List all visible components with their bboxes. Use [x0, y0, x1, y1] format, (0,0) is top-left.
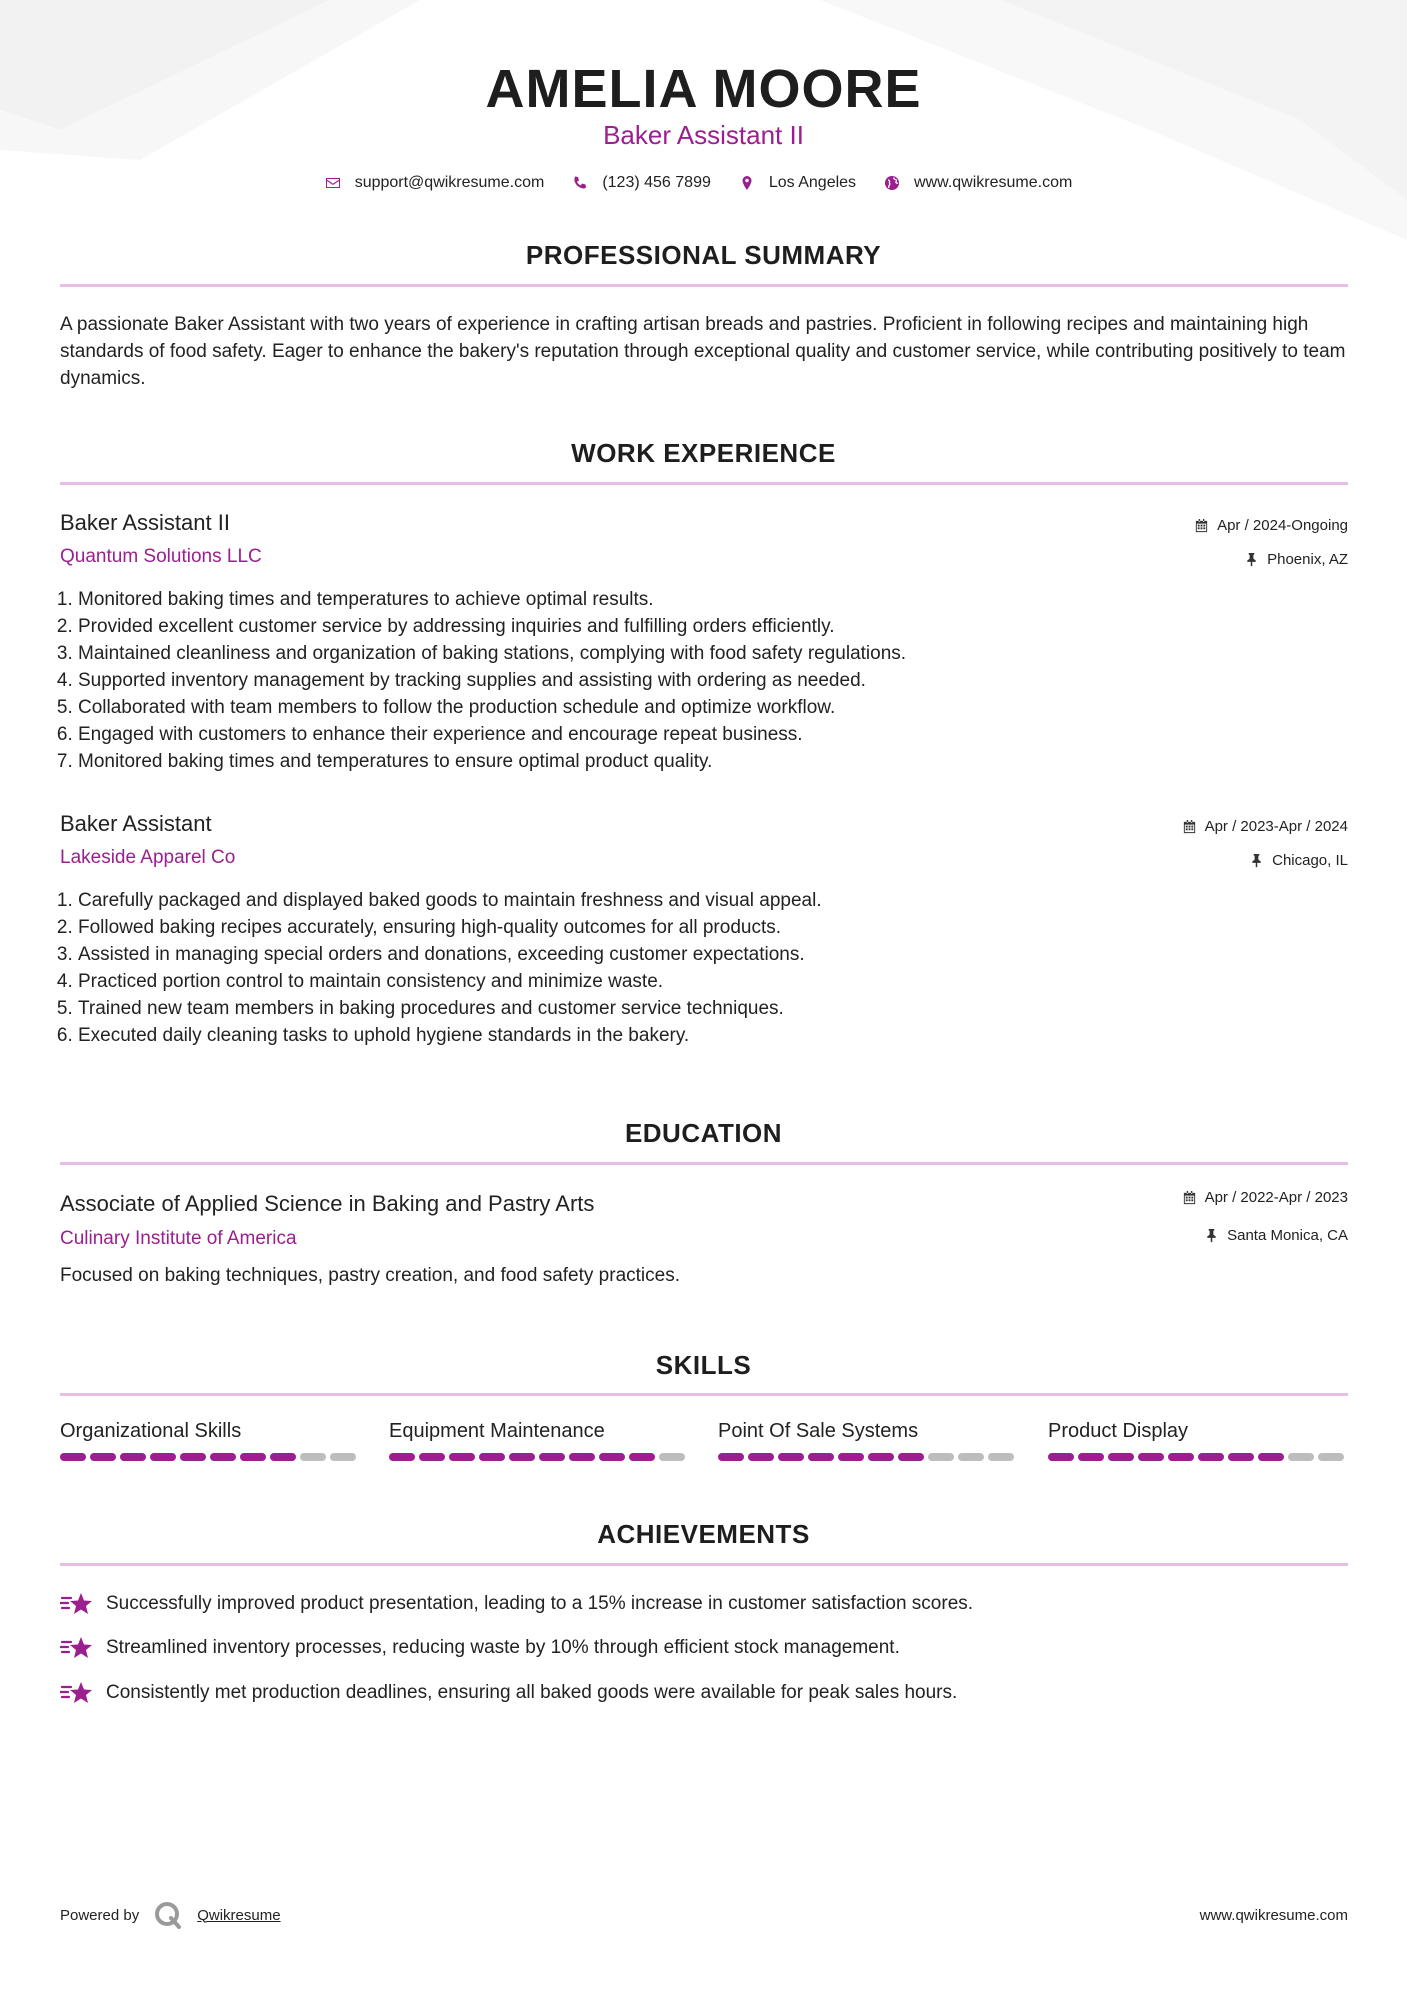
- skill-level-segment: [1108, 1453, 1134, 1461]
- skill-level-segment: [958, 1453, 984, 1461]
- achievement-item: Successfully improved product presentation, leading to a 15% increase in customer satisfaction scores.: [60, 1591, 973, 1617]
- skill-level-segment: [1048, 1453, 1074, 1461]
- envelope-icon: [325, 175, 341, 191]
- skill-level-segment: [569, 1453, 595, 1461]
- map-pin-icon: [739, 175, 755, 191]
- experience-divider: [60, 482, 1348, 485]
- skill-level-segment: [1288, 1453, 1314, 1461]
- skill-level-segment: [90, 1453, 116, 1461]
- globe-icon: [884, 175, 900, 191]
- job-location: Chicago, IL: [1249, 852, 1348, 869]
- list-item: 7. Monitored baking times and temperatures to ensure optimal product quality.: [78, 748, 906, 775]
- education-description: Focused on baking techniques, pastry creation, and food safety practices.: [60, 1265, 680, 1286]
- education-divider: [60, 1162, 1348, 1165]
- skill-level-bar: [1048, 1453, 1348, 1461]
- list-item: 5. Collaborated with team members to follow the production schedule and optimize workflow.: [78, 694, 906, 721]
- list-item: 1. Carefully packaged and displayed baked goods to maintain freshness and visual appeal.: [78, 887, 822, 914]
- skill-level-bar: [718, 1453, 1018, 1461]
- education-school: Culinary Institute of America: [60, 1228, 297, 1249]
- qwikresume-link[interactable]: Qwikresume: [197, 1906, 281, 1924]
- list-item: 3. Assisted in managing special orders and donations, exceeding customer expectations.: [78, 941, 822, 968]
- skill-level-segment: [659, 1453, 685, 1461]
- pushpin-icon: [1244, 552, 1259, 567]
- website-text: www.qwikresume.com: [914, 174, 1073, 191]
- education-heading: EDUCATION: [624, 1118, 783, 1148]
- skill-level-segment: [180, 1453, 206, 1461]
- skill-level-segment: [1078, 1453, 1104, 1461]
- skill-level-segment: [1228, 1453, 1254, 1461]
- experience-heading: WORK EXPERIENCE: [571, 438, 836, 468]
- achievement-item: Streamlined inventory processes, reducing waste by 10% through efficient stock management.: [60, 1635, 900, 1661]
- skill-level-segment: [629, 1453, 655, 1461]
- skills-divider: [60, 1393, 1348, 1396]
- skill-level-segment: [539, 1453, 565, 1461]
- skill-item: [389, 1420, 689, 1461]
- skill-level-segment: [748, 1453, 774, 1461]
- footer-website[interactable]: www.qwikresume.com: [1199, 1907, 1348, 1924]
- list-item: 4. Practiced portion control to maintain consistency and minimize waste.: [78, 968, 822, 995]
- shooting-star-icon: [60, 1591, 94, 1617]
- skill-level-segment: [988, 1453, 1014, 1461]
- contact-location: [739, 174, 856, 192]
- job-bullets: [55, 887, 822, 1049]
- skill-level-segment: [60, 1453, 86, 1461]
- skill-level-segment: [240, 1453, 266, 1461]
- skill-level-segment: [270, 1453, 296, 1461]
- calendar-icon: [1182, 819, 1197, 834]
- list-item: 5. Trained new team members in baking procedures and customer service techniques.: [78, 995, 822, 1022]
- skill-name: Equipment Maintenance: [389, 1420, 605, 1442]
- skill-level-segment: [210, 1453, 236, 1461]
- education-degree: Associate of Applied Science in Baking and Pastry Arts: [60, 1191, 595, 1216]
- list-item: 6. Engaged with customers to enhance their experience and encourage repeat business.: [78, 721, 906, 748]
- phone-icon: [572, 175, 588, 191]
- skill-name: Product Display: [1048, 1420, 1189, 1442]
- list-item: 3. Maintained cleanliness and organization of baking stations, complying with food safety regulations.: [78, 640, 906, 667]
- location-text: Los Angeles: [768, 174, 857, 191]
- skill-level-segment: [509, 1453, 535, 1461]
- skill-level-segment: [599, 1453, 625, 1461]
- contact-phone[interactable]: [572, 174, 711, 192]
- job-company: Lakeside Apparel Co: [60, 847, 236, 868]
- job-title: Baker Assistant: [60, 811, 212, 836]
- education-dates: Apr / 2022-Apr / 2023: [1182, 1189, 1348, 1206]
- skill-item: [718, 1420, 1018, 1461]
- list-item: 4. Supported inventory management by tracking supplies and assisting with ordering as needed.: [78, 667, 906, 694]
- shooting-star-icon: [60, 1680, 94, 1706]
- list-item: 1. Monitored baking times and temperatures to achieve optimal results.: [78, 586, 906, 613]
- list-item: 6. Executed daily cleaning tasks to uphold hygiene standards in the bakery.: [78, 1022, 822, 1049]
- achievement-item: Consistently met production deadlines, ensuring all baked goods were available for peak sales hours.: [60, 1680, 957, 1706]
- list-item: 2. Followed baking recipes accurately, ensuring high-quality outcomes for all products.: [78, 914, 822, 941]
- skill-level-segment: [150, 1453, 176, 1461]
- skill-level-segment: [330, 1453, 356, 1461]
- contact-bar: [0, 174, 1407, 192]
- skill-level-segment: [1198, 1453, 1224, 1461]
- job-bullets: [55, 586, 906, 775]
- summary-divider: [60, 284, 1348, 287]
- skills-heading: SKILLS: [655, 1350, 752, 1380]
- skill-level-segment: [808, 1453, 834, 1461]
- contact-website[interactable]: [884, 174, 1072, 192]
- skill-level-segment: [898, 1453, 924, 1461]
- skill-level-segment: [1318, 1453, 1344, 1461]
- qwikresume-logo-icon: [153, 1900, 183, 1930]
- skill-level-segment: [300, 1453, 326, 1461]
- skill-level-segment: [778, 1453, 804, 1461]
- summary-text: A passionate Baker Assistant with two years of experience in crafting artisan breads and pastries. Proficient in following recipes and maintaining high standards of food safety. Eager to enhance the bakery's reputation through exceptional quality and customer service, while contributing positively to team dynamics.: [60, 314, 1346, 389]
- skill-level-bar: [60, 1453, 360, 1461]
- pushpin-icon: [1249, 853, 1264, 868]
- skill-name: Point Of Sale Systems: [718, 1420, 919, 1442]
- calendar-icon: [1182, 1190, 1197, 1205]
- job-company: Quantum Solutions LLC: [60, 546, 262, 567]
- footer-powered-by: [60, 1900, 281, 1930]
- summary-heading: PROFESSIONAL SUMMARY: [525, 240, 882, 270]
- skill-item: [1048, 1420, 1348, 1461]
- skill-level-segment: [1138, 1453, 1164, 1461]
- skill-level-bar: [389, 1453, 689, 1461]
- job-location: Phoenix, AZ: [1244, 551, 1348, 568]
- skill-level-segment: [120, 1453, 146, 1461]
- phone-text: (123) 456 7899: [602, 174, 711, 191]
- candidate-name: AMELIA MOORE: [485, 59, 922, 119]
- candidate-title: Baker Assistant II: [603, 120, 804, 150]
- email-text: support@qwikresume.com: [354, 174, 545, 191]
- skill-level-segment: [449, 1453, 475, 1461]
- skill-level-segment: [718, 1453, 744, 1461]
- skill-level-segment: [928, 1453, 954, 1461]
- job-dates: Apr / 2023-Apr / 2024: [1182, 818, 1348, 835]
- skill-level-segment: [389, 1453, 415, 1461]
- pushpin-icon: [1204, 1228, 1219, 1243]
- achievements-heading: ACHIEVEMENTS: [597, 1519, 810, 1549]
- calendar-icon: [1194, 518, 1209, 533]
- skill-level-segment: [1258, 1453, 1284, 1461]
- skill-level-segment: [479, 1453, 505, 1461]
- shooting-star-icon: [60, 1635, 94, 1661]
- education-location: Santa Monica, CA: [1204, 1227, 1348, 1244]
- skill-level-segment: [1168, 1453, 1194, 1461]
- powered-by-label: Powered by: [60, 1906, 140, 1924]
- skill-level-segment: [838, 1453, 864, 1461]
- skill-level-segment: [419, 1453, 445, 1461]
- skill-level-segment: [868, 1453, 894, 1461]
- achievements-divider: [60, 1563, 1348, 1566]
- skill-item: [60, 1420, 360, 1461]
- job-dates: Apr / 2024-Ongoing: [1194, 517, 1348, 534]
- job-title: Baker Assistant II: [60, 510, 230, 535]
- list-item: 2. Provided excellent customer service by addressing inquiries and fulfilling orders efficiently.: [78, 613, 906, 640]
- contact-email[interactable]: [325, 174, 545, 192]
- skill-name: Organizational Skills: [60, 1420, 242, 1442]
